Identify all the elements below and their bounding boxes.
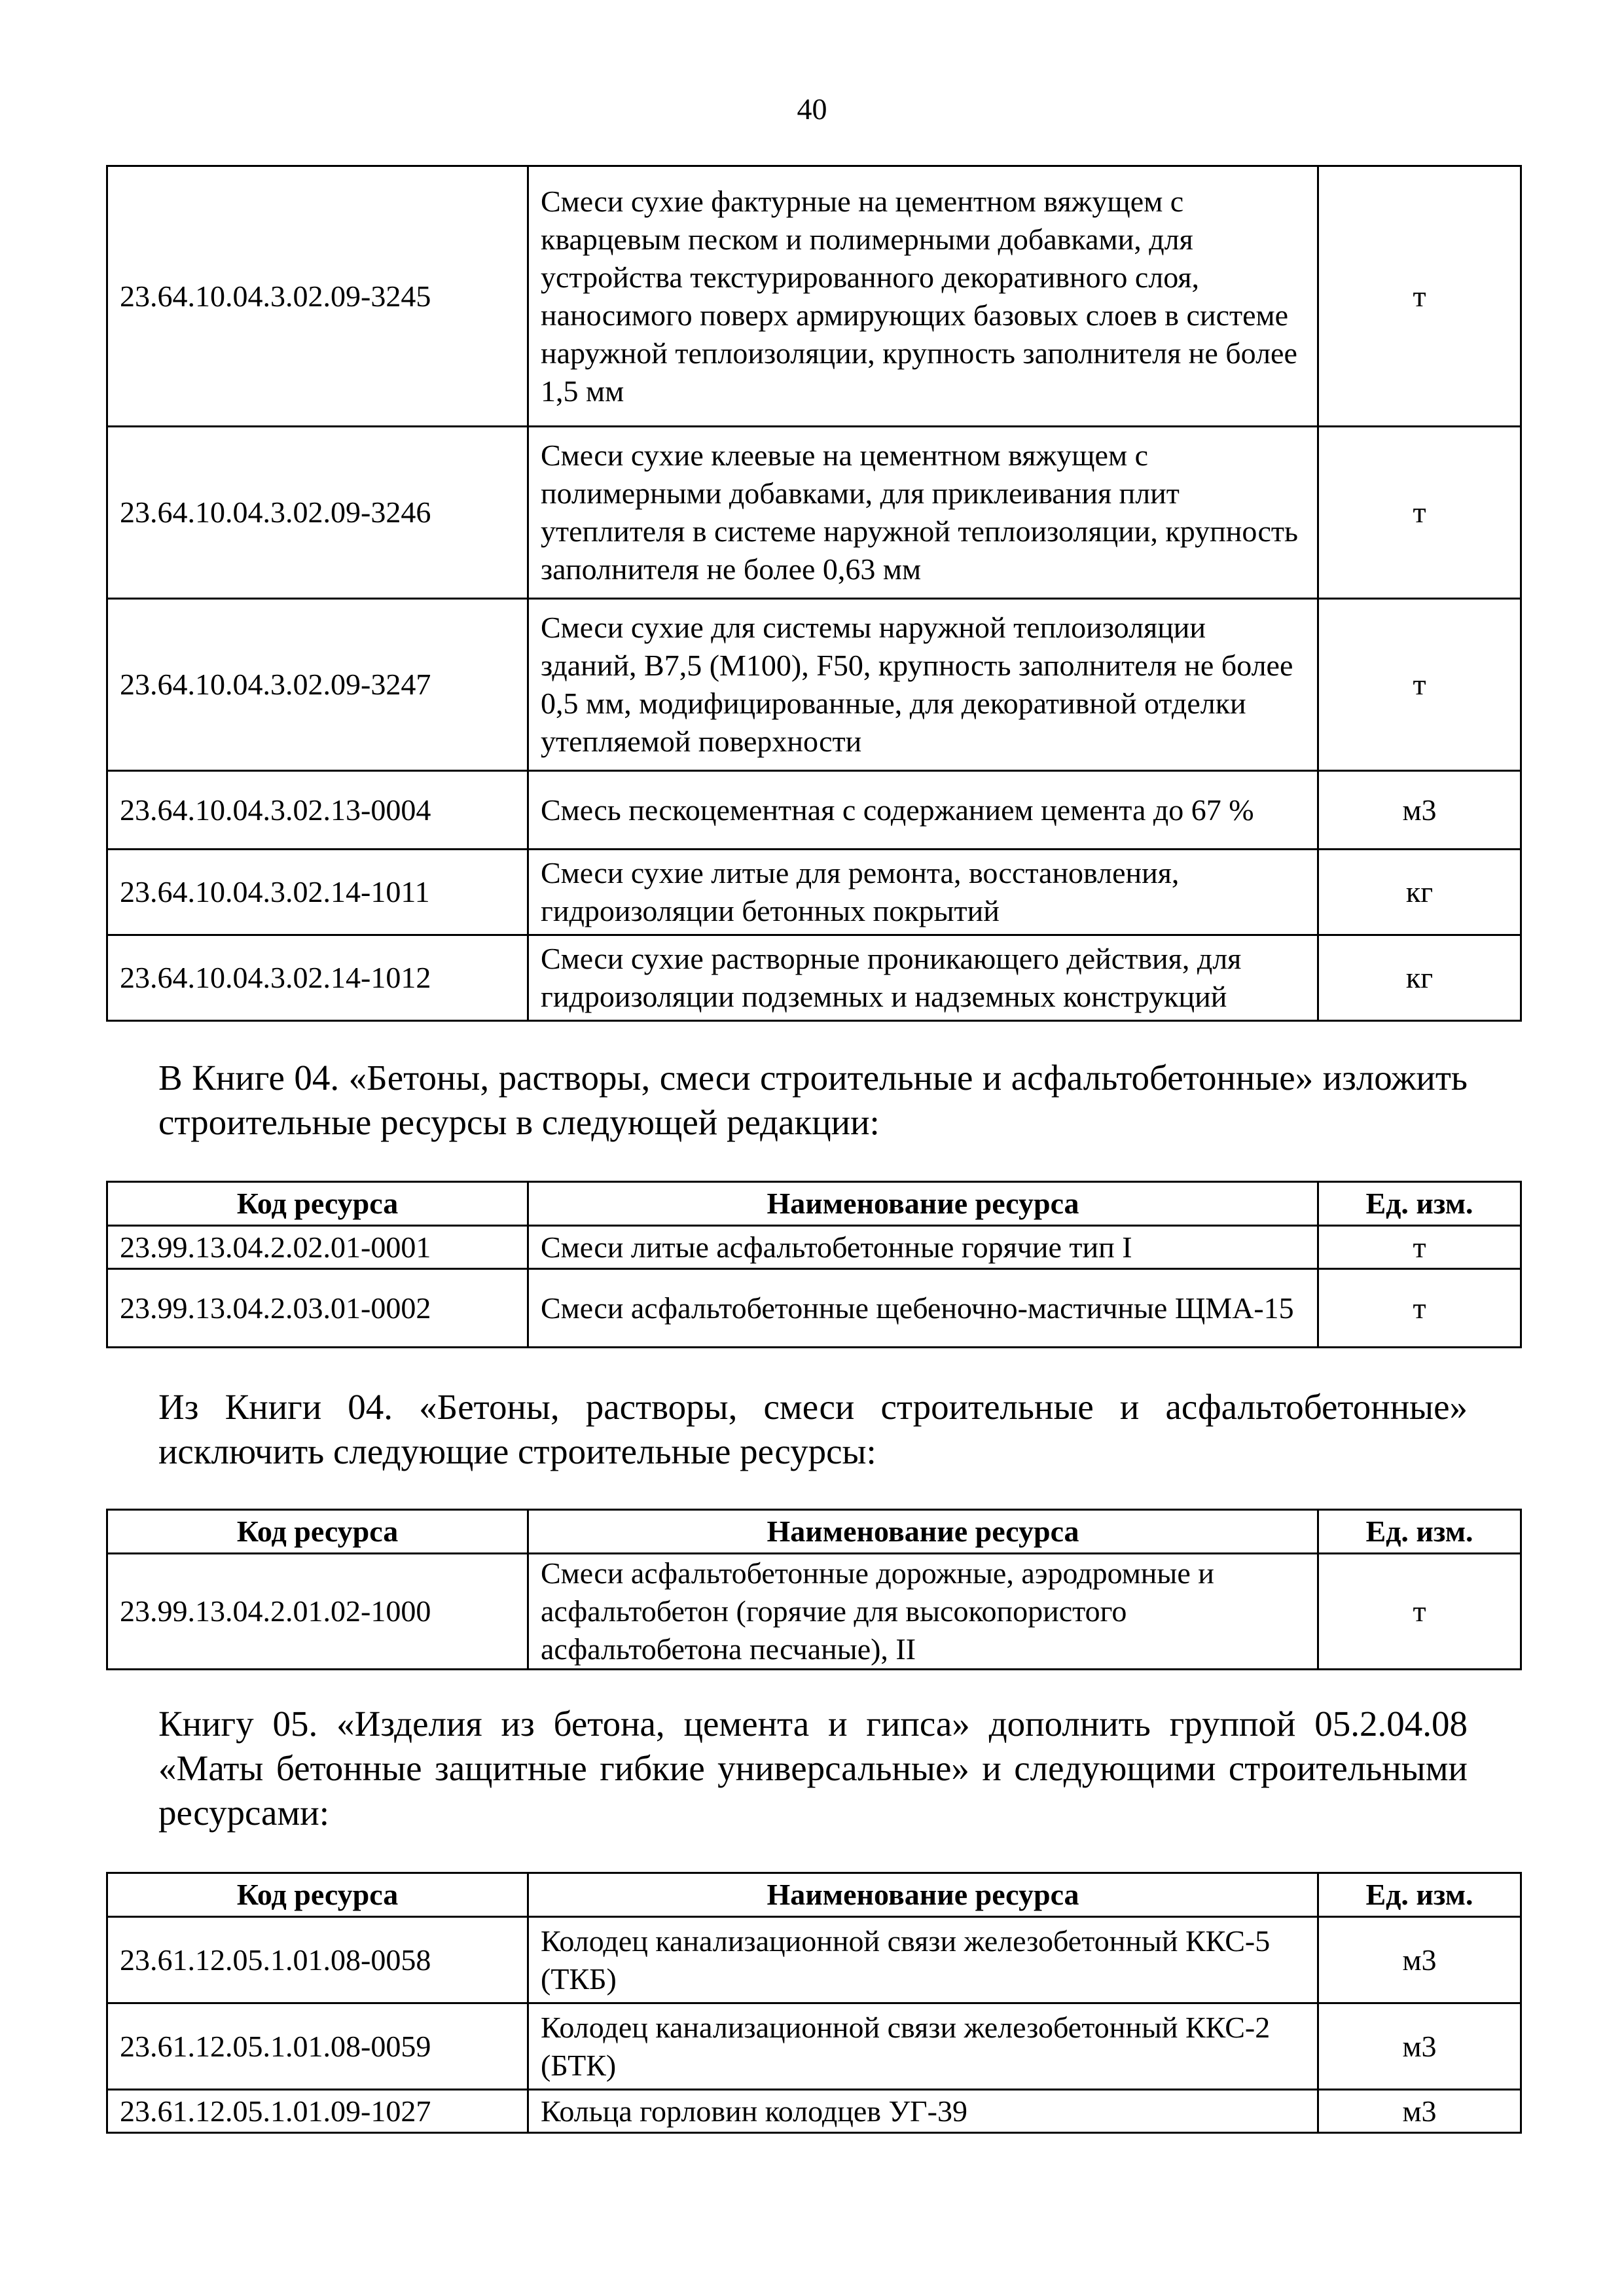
resource-name: Смеси сухие растворные проникающего действия, для гидроизоляции подземных и надземных конструкций [528,935,1318,1021]
resource-code: 23.64.10.04.3.02.09-3246 [107,427,528,599]
header-name: Наименование ресурса [528,1510,1318,1554]
page-number: 40 [797,92,827,126]
paragraph-text: Из Книги 04. «Бетоны, растворы, смеси строительные и асфальтобетонные» исключить следующие строительные ресурсы: [158,1387,1468,1471]
resource-unit: кг [1318,935,1521,1021]
resource-code: 23.61.12.05.1.01.09-1027 [107,2090,528,2133]
resource-code: 23.64.10.04.3.02.13-0004 [107,771,528,850]
paragraph-text: В Книге 04. «Бетоны, растворы, смеси строительные и асфальтобетонные» изложить строительные ресурсы в следующей редакции: [158,1058,1468,1142]
resource-name: Смесь пескоцементная с содержанием цемента до 67 % [528,771,1318,850]
resource-unit: т [1318,1226,1521,1269]
table-row [107,771,1521,850]
table-row [107,427,1521,599]
resource-table-2 [106,1181,1522,1348]
table-row [107,2090,1521,2133]
resource-table-4 [106,1872,1522,2134]
table-row [107,1554,1521,1670]
resource-unit: т [1318,427,1521,599]
resource-code: 23.64.10.04.3.02.14-1012 [107,935,528,1021]
resource-name: Смеси асфальтобетонные щебеночно-мастичные ЩМА-15 [528,1269,1318,1348]
header-name: Наименование ресурса [528,1873,1318,1917]
resource-name: Смеси асфальтобетонные дорожные, аэродромные и асфальтобетон (горячие для высокопористого асфальтобетона песчаные), II [528,1554,1318,1670]
table-header-row [107,1182,1521,1226]
paragraph-edit-book-04 [158,1056,1468,1145]
resource-name: Смеси литые асфальтобетонные горячие тип I [528,1226,1318,1269]
resource-code: 23.99.13.04.2.02.01-0001 [107,1226,528,1269]
table-row [107,935,1521,1021]
header-unit: Ед. изм. [1318,1510,1521,1554]
resource-unit: м3 [1318,1917,1521,2003]
resource-code: 23.61.12.05.1.01.08-0059 [107,2003,528,2090]
resource-unit: кг [1318,850,1521,935]
resource-unit: т [1318,1554,1521,1670]
paragraph-text: Книгу 05. «Изделия из бетона, цемента и гипса» дополнить группой 05.2.04.08 «Маты бетонные защитные гибкие универсальные» и следующими строительными ресурсами: [158,1704,1468,1833]
resource-code: 23.99.13.04.2.01.02-1000 [107,1554,528,1670]
table-row [107,599,1521,771]
resource-name: Кольца горловин колодцев УГ-39 [528,2090,1318,2133]
resource-unit: м3 [1318,2003,1521,2090]
resource-unit: т [1318,1269,1521,1348]
table-header-row [107,1510,1521,1554]
header-unit: Ед. изм. [1318,1873,1521,1917]
table-row [107,166,1521,427]
resource-table-1 [106,165,1522,1022]
table-row [107,1917,1521,2003]
paragraph-add-book-05 [158,1702,1468,1835]
table-row [107,1226,1521,1269]
header-code: Код ресурса [107,1182,528,1226]
table-row [107,850,1521,935]
resource-unit: м3 [1318,2090,1521,2133]
paragraph-exclude-book-04 [158,1385,1468,1474]
resource-name: Смеси сухие клеевые на цементном вяжущем с полимерными добавками, для приклеивания плит утеплителя в системе наружной теплоизоляции, крупность заполнителя не более 0,63 мм [528,427,1318,599]
header-code: Код ресурса [107,1873,528,1917]
header-unit: Ед. изм. [1318,1182,1521,1226]
header-name: Наименование ресурса [528,1182,1318,1226]
header-code: Код ресурса [107,1510,528,1554]
resource-name: Смеси сухие литые для ремонта, восстановления, гидроизоляции бетонных покрытий [528,850,1318,935]
resource-name: Колодец канализационной связи железобетонный ККС-2 (БТК) [528,2003,1318,2090]
table-row [107,2003,1521,2090]
resource-name: Смеси сухие фактурные на цементном вяжущем с кварцевым песком и полимерными добавками, для устройства текстурированного декоративного слоя, наносимого поверх армирующих базовых слоев в системе наружной теплоизоляции, крупность заполнителя не более 1,5 мм [528,166,1318,427]
table-row [107,1269,1521,1348]
resource-table-3 [106,1509,1522,1670]
table-header-row [107,1873,1521,1917]
resource-code: 23.61.12.05.1.01.08-0058 [107,1917,528,2003]
resource-code: 23.64.10.04.3.02.09-3247 [107,599,528,771]
resource-code: 23.64.10.04.3.02.14-1011 [107,850,528,935]
resource-unit: т [1318,599,1521,771]
resource-unit: т [1318,166,1521,427]
resource-unit: м3 [1318,771,1521,850]
resource-code: 23.64.10.04.3.02.09-3245 [107,166,528,427]
resource-name: Смеси сухие для системы наружной теплоизоляции зданий, В7,5 (М100), F50, крупность заполнителя не более 0,5 мм, модифицированные, для декоративной отделки утепляемой поверхности [528,599,1318,771]
resource-code: 23.99.13.04.2.03.01-0002 [107,1269,528,1348]
resource-name: Колодец канализационной связи железобетонный ККС-5 (ТКБ) [528,1917,1318,2003]
